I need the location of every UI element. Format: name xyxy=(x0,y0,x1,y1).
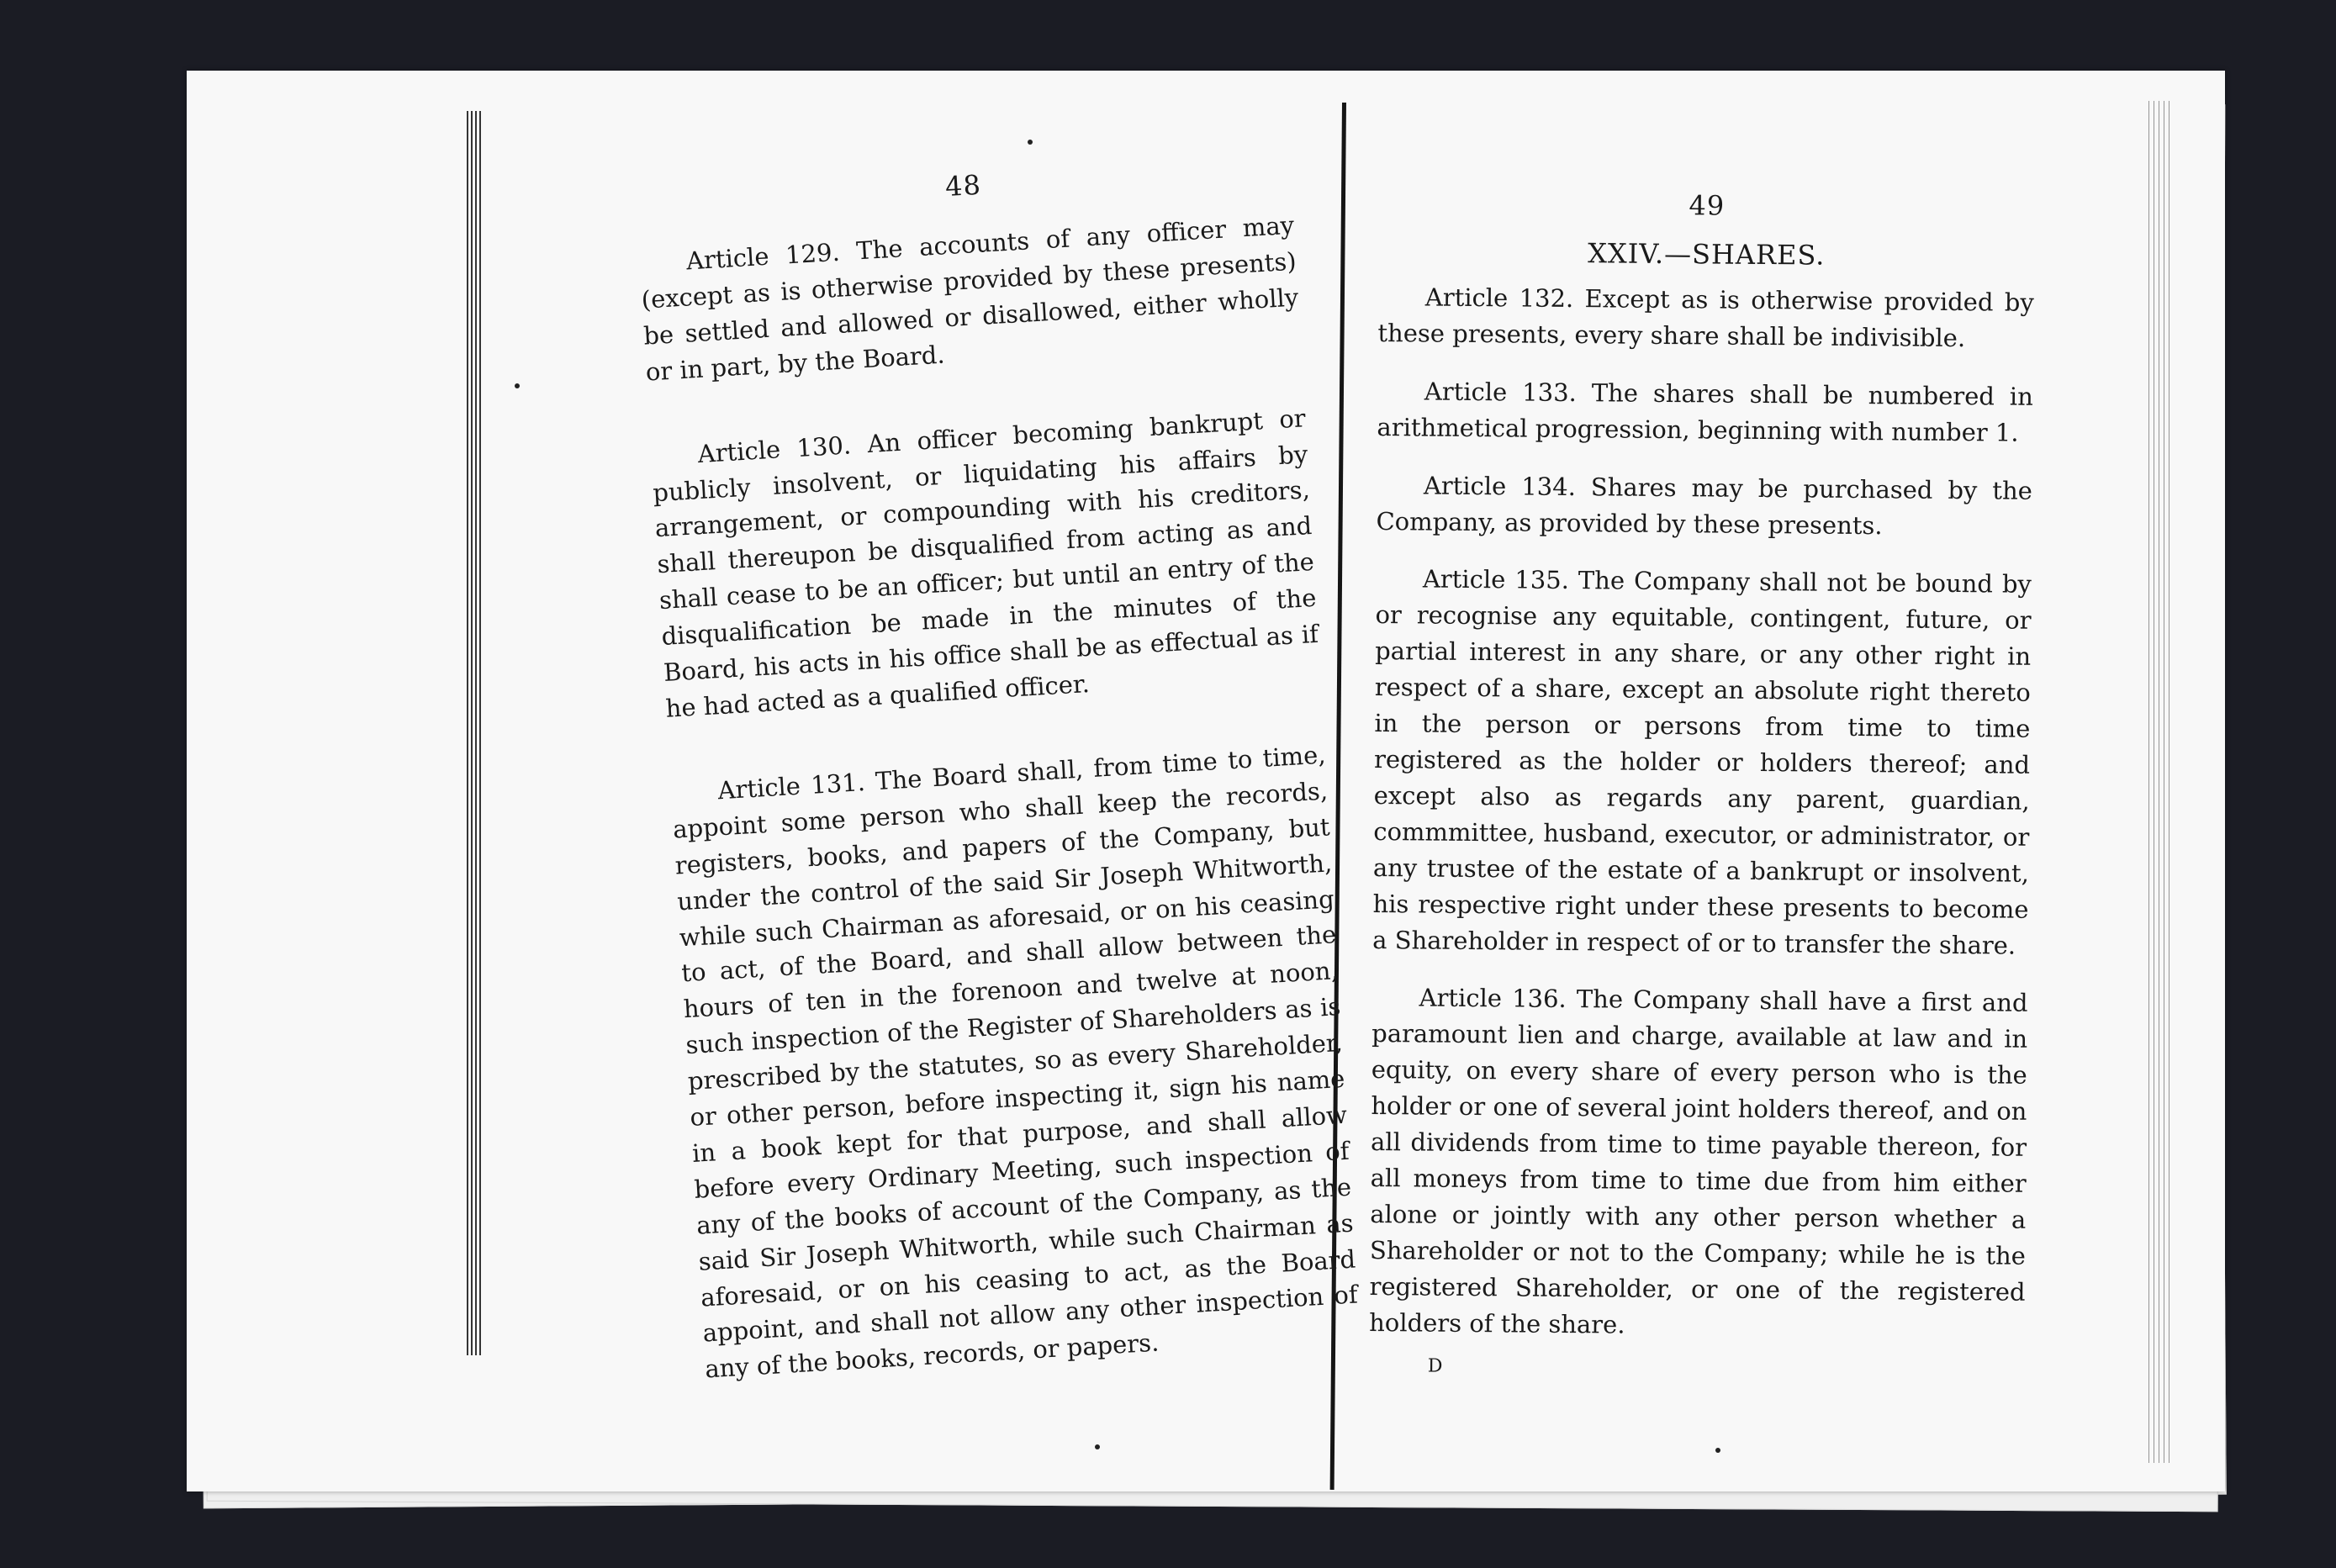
article-129: Article 129. The accounts of any officer may (except as is otherwise provided by these presents) be settled and allowed or disallowed, either wholly or in part, by the Board. xyxy=(640,210,1300,387)
ink-speck xyxy=(1028,140,1033,145)
article-131: Article 131. The Board shall, from time to time, appoint some person who shall keep the records, registers, books, and papers of the Company, but under the control of the said Sir Joseph Whitworth, while such Chairman as aforesaid, or on his ceasing to act, of the Board, and shall allow between the hours of ten in the forenoon and twelve at noon, such inspection of the Register of Shareholders as is prescribed by the statutes, so as every Shareholder, or other person, before inspecting it, sign his name in a book kept for that purpose, and shall allow before every Ordinary Meeting, such inspection of any of the books of account of the Company, as the said Sir Joseph Whitworth, while such Chairman as aforesaid, or on his ceasing to act, as the Board appoint, and shall not allow any other inspection of any of the books, records, or papers. xyxy=(672,740,1359,1384)
ink-speck xyxy=(1715,1448,1720,1453)
right-page-edge xyxy=(2148,101,2174,1463)
article-130: Article 130. An officer becoming bankrupt or publicly insolvent, or liquidating his affairs by arrangement, or compounding with his creditors, shall thereupon be disqualified from acting as and shall cease to be an officer; but until an entry of the disqualification be made in the minutes of the Board, his acts in his office shall be as effectual as if he had acted as a qualified officer. xyxy=(652,403,1319,723)
section-title: XXIV.—SHARES. xyxy=(1588,237,1826,272)
page-number: 49 xyxy=(1689,189,1726,222)
ink-speck xyxy=(1095,1444,1100,1449)
article-132: Article 132. Except as is otherwise provided by these presents, every share shall be indivisible. xyxy=(1377,282,2034,352)
ink-speck xyxy=(515,383,520,388)
article-136: Article 136. The Company shall have a first and paramount lien and charge, available at law and in equity, on every share of every person who is the holder or one of several joint holders thereof, and on all dividends from time to time payable thereon, for all moneys from time to time due from him either alone or jointly with any other person whether a Shareholder or not to the Company; while he is the registered Shareholder, or one of the registered holders of the share. xyxy=(1369,983,2028,1339)
article-135: Article 135. The Company shall not be bound by or recognise any equitable, contingent, future, or partial interest in any share, or any other right in respect of a share, except an absolute right thereto in the person or persons from time to time registered as the holder or holders thereof; and except also as regards any parent, guardian, commmittee, husband, executor, or administrator, or any trustee of the estate of a bankrupt or insolvent, his respective right under these presents to become a Shareholder in respect of or to transfer the share. xyxy=(1372,564,2032,960)
right-page xyxy=(1368,187,2035,1412)
signature-mark: D xyxy=(1427,1356,1444,1378)
article-134: Article 134. Shares may be purchased by the Company, as provided by these presents. xyxy=(1376,471,2033,540)
article-133: Article 133. The shares shall be numbered in arithmetical progression, beginning with number 1. xyxy=(1377,377,2033,447)
left-page xyxy=(635,150,1361,1398)
page-number: 48 xyxy=(943,168,982,203)
left-binding-edge xyxy=(467,111,482,1355)
